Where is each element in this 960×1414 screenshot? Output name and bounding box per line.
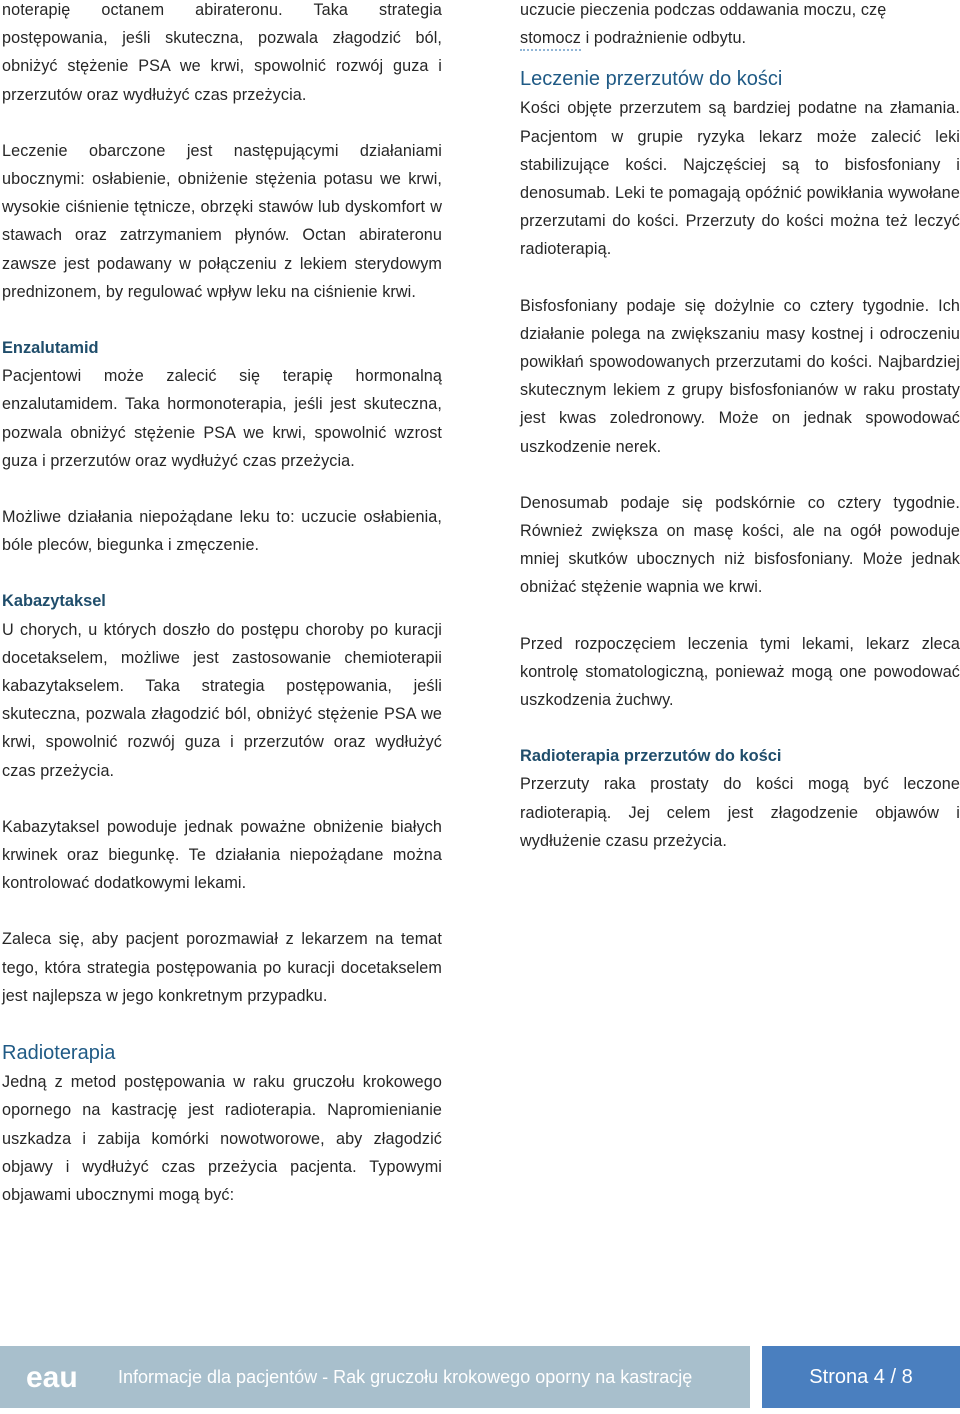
section-heading-enzalutamid: Enzalutamid xyxy=(2,339,99,358)
paragraph: Zaleca się, aby pacjent porozmawiał z lekarzem na temat tego, która strategia postępowania po kuracji docetakselem jest najlepsza w jego konkretnym przypadku. xyxy=(2,930,442,1005)
section-heading-kabazytaksel: Kabazytaksel xyxy=(2,592,106,611)
paragraph: Pacjentowi może zalecić się terapię hormonalną enzalutamidem. Taka hormonoterapia, jeśli jest skuteczna, pozwala obniżyć stężenie PSA we krwi, spowolnić wzrost guza i przerzutów oraz wydłużyć czas przeżycia. xyxy=(2,367,442,470)
footer-band xyxy=(0,1346,750,1408)
section-heading-radioterapia: Radioterapia xyxy=(2,1042,116,1065)
paragraph: Denosumab podaje się podskórnie co cztery tygodnie. Również zwiększa on masę kości, ale na ogół powoduje mniej skutków ubocznych niż bisfosfoniany. Może jednak obniżać stężenie wapnia we krwi. xyxy=(520,493,960,597)
text-fragment: uczucie pieczenia podczas oddawania moczu, czę xyxy=(520,1,887,19)
paragraph: U chorych, u których doszło do postępu choroby po kuracji docetakselem, możliwe jest zastosowanie chemioterapii kabazytakselem. Taka strategia postępowania, jeśli skuteczna, pozwala złagodzić ból, obniżyć stężenie PSA we krwi, spowolnić rozwój guza i przerzutów oraz wydłużyć czas przeżycia. xyxy=(2,620,442,780)
eau-logo xyxy=(26,1360,86,1394)
footer-title: Informacje dla pacjentów - Rak gruczołu krokowego oporny na kastrację xyxy=(118,1367,693,1387)
paragraph: Przerzuty raka prostaty do kości mogą być leczone radioterapią. Jej celem jest złagodzenie objawów i wydłużenie czasu przeżycia. xyxy=(520,775,960,850)
paragraph: Kabazytaksel powoduje jednak poważne obniżenie białych krwinek oraz biegunkę. Te działania niepożądane można kontrolować dodatkowymi lekami. xyxy=(2,817,442,893)
text-fragment: i podrażnienie odbytu. xyxy=(580,29,747,48)
hyphenated-word: stomocz xyxy=(520,29,581,51)
paragraph: Kości objęte przerzutem są bardziej podatne na złamania. Pacjentom w grupie ryzyka lekarz może zalecić leki stabilizujące kości. Najczęściej są to bisfosfoniany i denosumab. Leki te pomagają opóźnić powikłania wywołane przerzutami do kości. Przerzuty do kości można też leczyć radioterapią. xyxy=(520,99,960,259)
section-heading-bone-metastases: Leczenie przerzutów do kości xyxy=(520,68,783,91)
page-number: Strona 4 / 8 xyxy=(762,1346,960,1408)
right-column xyxy=(520,0,960,855)
paragraph: Jedną z metod postępowania w raku gruczołu krokowego opornego na kastrację jest radioterapia. Napromienianie uszkadza i zabija komórki nowotworowe, aby złagodzić objawy i wydłużyć czas przeżycia pacjenta. Typowymi objawami ubocznymi mogą być: xyxy=(2,1073,442,1204)
page-footer xyxy=(0,1346,960,1408)
paragraph: Możliwe działania niepożądane leku to: uczucie osłabienia, bóle pleców, biegunka i zmęczenie. xyxy=(2,508,442,555)
paragraph: Przed rozpoczęciem leczenia tymi lekami, lekarz zleca kontrolę stomatologiczną, ponieważ mogą one powodować uszkodzenia żuchwy. xyxy=(520,634,960,710)
paragraph: Bisfosfoniany podaje się dożylnie co cztery tygodnie. Ich działanie polega na zwiększaniu masy kostnej i odroczeniu powikłań spowodowanych przerzutami do kości. Najbardziej skutecznym lekiem z grupy bisfosfonianów w raku prostaty jest kwas zoledronowy. Może on jednak spowodować uszkodzenie nerek. xyxy=(520,296,960,456)
left-column xyxy=(2,0,442,1209)
paragraph: noterapię octanem abirateronu. Taka strategia postępowania, jeśli skuteczna, pozwala złagodzić ból, obniżyć stężenie PSA we krwi, spowolnić rozwój guza i przerzutów oraz wydłużyć czas przeżycia. xyxy=(2,1,442,104)
svg-text:eau: eau xyxy=(26,1361,78,1394)
paragraph xyxy=(520,0,960,52)
section-heading-bone-radiotherapy: Radioterapia przerzutów do kości xyxy=(520,747,782,766)
paragraph: Leczenie obarczone jest następującymi działaniami ubocznymi: osłabienie, obniżenie stężenia potasu we krwi, wysokie ciśnienie tętnicze, obrzęki stawów lub dyskomfort w stawach oraz zatrzymaniem płynów. Octan abirateronu zawsze jest podawany w połączeniu z lekiem sterydowym prednizonem, by regulować wpływ leku na ciśnienie krwi. xyxy=(2,141,442,301)
